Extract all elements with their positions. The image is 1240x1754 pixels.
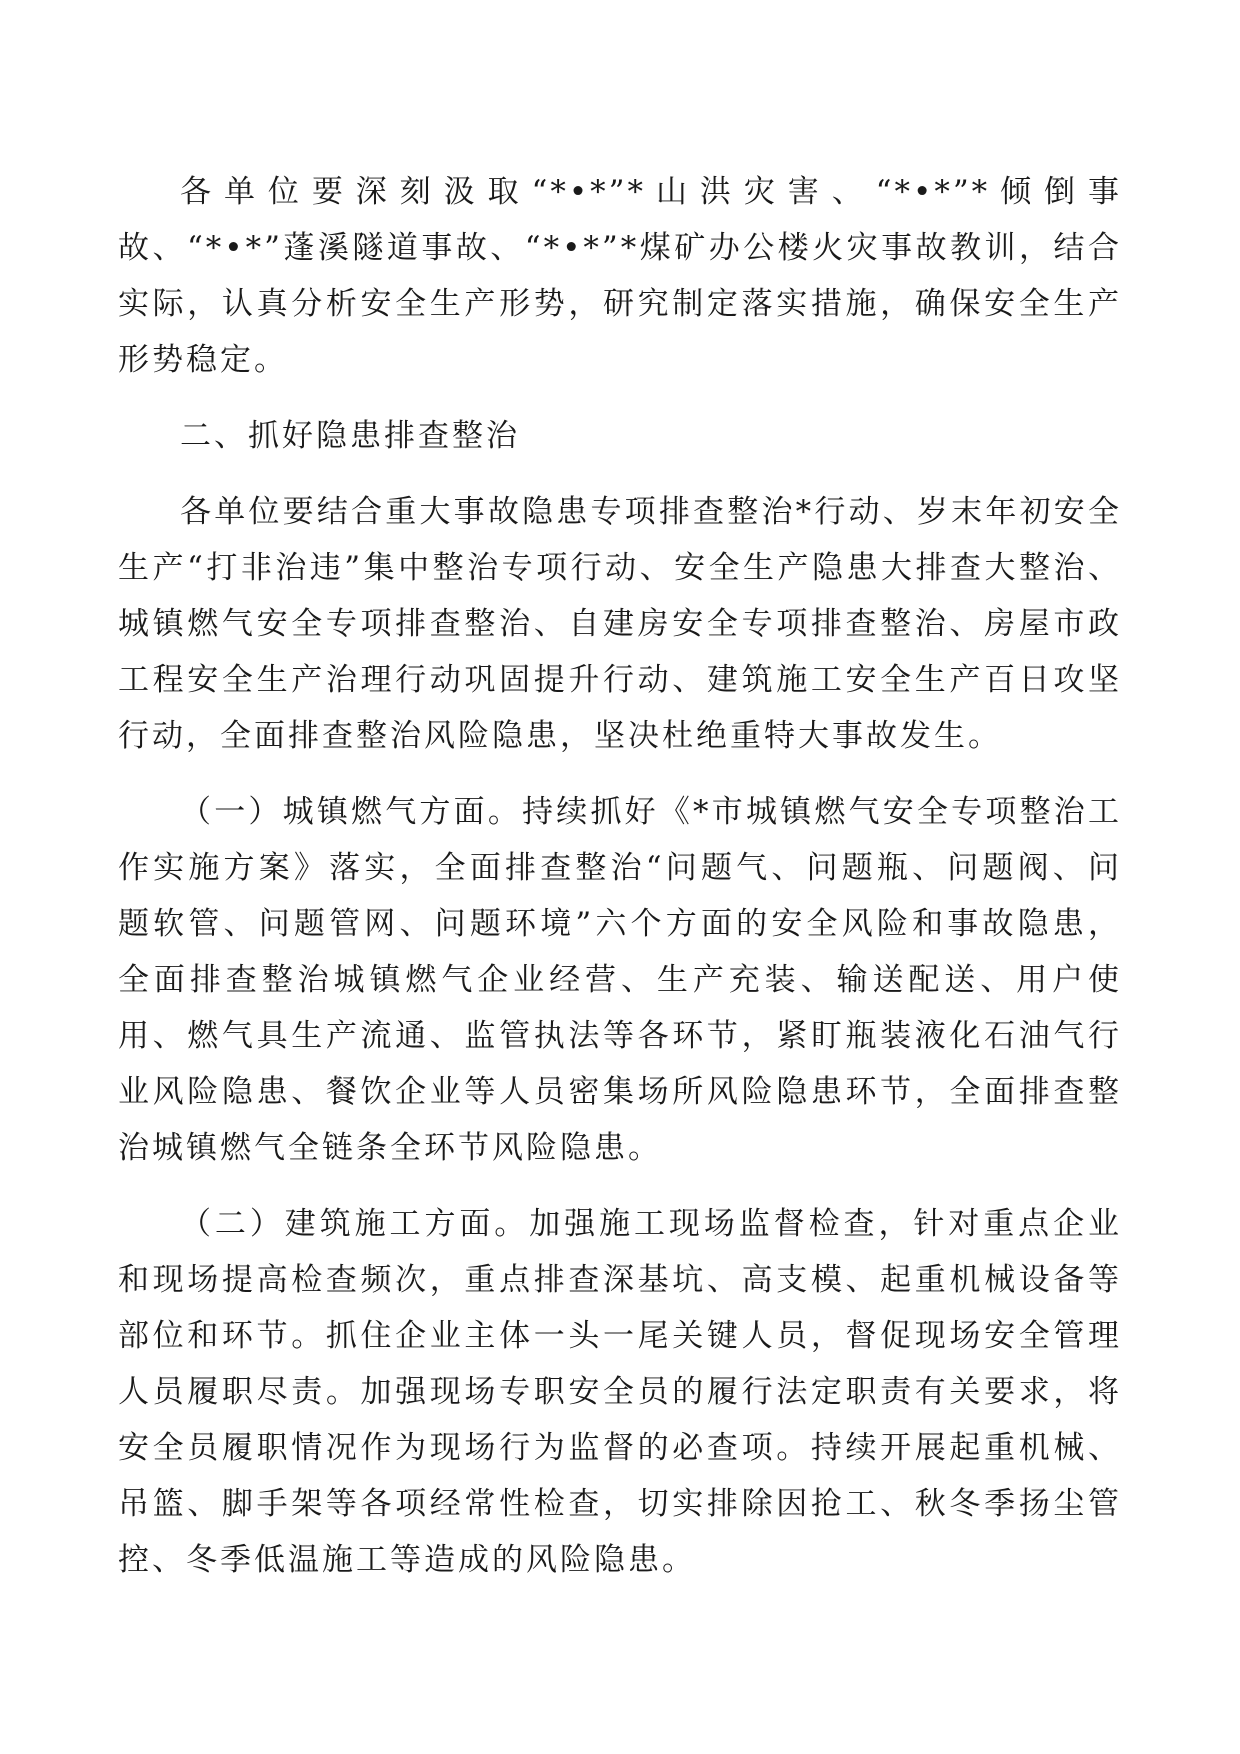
section-heading-hazard-rectification: 二、抓好隐患排查整治 (180, 418, 520, 454)
paragraph-hazard-rectification: 各单位要结合重大事故隐患专项排查整治*行动、岁末年初安全生产“打非治违”集中整治专项行动、安全生产隐患大排查大整治、城镇燃气安全专项排查整治、自建房安全专项排查整治、房屋市政工程安全生产治理行动巩固提升行动、建筑施工安全生产百日攻坚行动，全面排查整治风险隐患，坚决杜绝重特大事故发生。 (118, 494, 1122, 754)
paragraph-construction: （二）建筑施工方面。加强施工现场监督检查，针对重点企业和现场提高检查频次，重点排查深基坑、高支模、起重机械设备等部位和环节。抓住企业主体一头一尾关键人员，督促现场安全管理人员履职尽责。加强现场专职安全员的履行法定职责有关要求，将安全员履职情况作为现场行为监督的必查项。持续开展起重机械、吊篮、脚手架等各项经常性检查，切实排除因抢工、秋冬季扬尘管控、冬季低温施工等造成的风险隐患。 (118, 1206, 1122, 1578)
document-page (118, 164, 1122, 1588)
paragraph-lessons: 各单位要深刻汲取“*•*”*山洪灾害、“*•*”*倾倒事故、“*•*”蓬溪隧道事故、“*•*”*煤矿办公楼火灾事故教训，结合实际，认真分析安全生产形势，研究制定落实措施，确保安全生产形势稳定。 (118, 174, 1122, 378)
paragraph-urban-gas: （一）城镇燃气方面。持续抓好《*市城镇燃气安全专项整治工作实施方案》落实，全面排查整治“问题气、问题瓶、问题阀、问题软管、问题管网、问题环境”六个方面的安全风险和事故隐患，全面排查整治城镇燃气企业经营、生产充装、输送配送、用户使用、燃气具生产流通、监管执法等各环节，紧盯瓶装液化石油气行业风险隐患、餐饮企业等人员密集场所风险隐患环节，全面排查整治城镇燃气全链条全环节风险隐患。 (118, 794, 1122, 1166)
